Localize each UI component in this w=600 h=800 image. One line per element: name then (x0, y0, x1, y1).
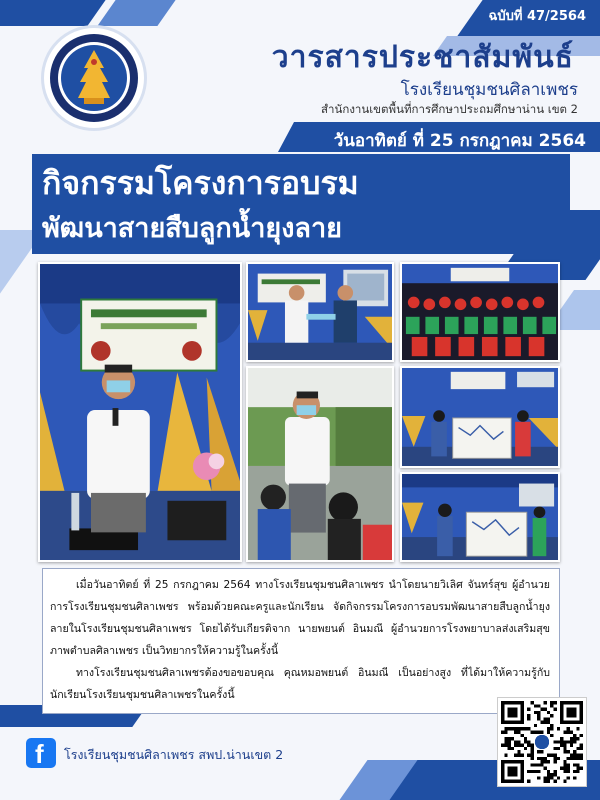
decor-stripe (0, 0, 113, 26)
school-name: โรงเรียนชุมชนศิลาเพชร (400, 80, 578, 100)
article-paragraph-1: เมื่อวันอาทิตย์ ที่ 25 กรกฎาคม 2564 ทางโรงเรียนชุมชนศิลาเพชร นำโดยนายวิเลิศ จันทร์สุข ผู้อำนวยการโรงเรียนชุมชนศิลาเพชร พร้อมด้วยคณะครูและนักเรียน จัดกิจกรรมโครงการอบรมพัฒนาสายสืบลูกน้ำยุงลายในโรงเรียนชุมชนศิลาเพชร โดยได้รับเกียรติจาก นายพยนต์ อินมณี ผู้อำนวยการโรงพยาบาลส่งเสริมสุขภาพตำบลศิลาเพชร เป็นวิทยากรให้ความรู้ในครั้งนี้ (50, 579, 550, 657)
school-emblem-icon (44, 28, 144, 128)
facebook-icon[interactable]: f (26, 738, 56, 768)
headline-line2: พัฒนาสายสืบลูกน้ำยุงลาย (42, 213, 342, 244)
photo-poster-group (400, 366, 560, 468)
photo-group (400, 262, 560, 362)
headline-line1: กิจกรรมโครงการอบรม (42, 164, 359, 202)
school-logo (44, 28, 144, 128)
qr-code-icon (498, 698, 586, 786)
article-paragraph-2: ทางโรงเรียนชุมชนศิลาเพชรต้องขอขอบคุณ คุณหมอพยนต์ อินมณี เป็นอย่างสูง ที่ได้มาให้ความรู้กับนักเรียนโรงเรียนชุมชนศิลาเพชรในครั้งนี้ (50, 667, 550, 701)
issue-date: วันอาทิตย์ ที่ 25 กรกฎาคม 2564 (333, 131, 586, 151)
photo-student-question (246, 366, 394, 562)
facebook-page-link[interactable]: โรงเรียนชุมชนศิลาเพชร สพป.น่านเขต 2 (64, 747, 284, 762)
photo-map-presentation (400, 472, 560, 562)
photo-handover (246, 262, 394, 362)
decor-stripe (97, 0, 182, 26)
newsletter-title: วารสารประชาสัมพันธ์ (271, 40, 574, 75)
education-office: สำนักงานเขตพื้นที่การศึกษาประถมศึกษาน่าน เขต 2 (321, 102, 578, 116)
issue-number: ฉบับที่ 47/2564 (488, 9, 586, 24)
photo-speaker (38, 262, 242, 562)
